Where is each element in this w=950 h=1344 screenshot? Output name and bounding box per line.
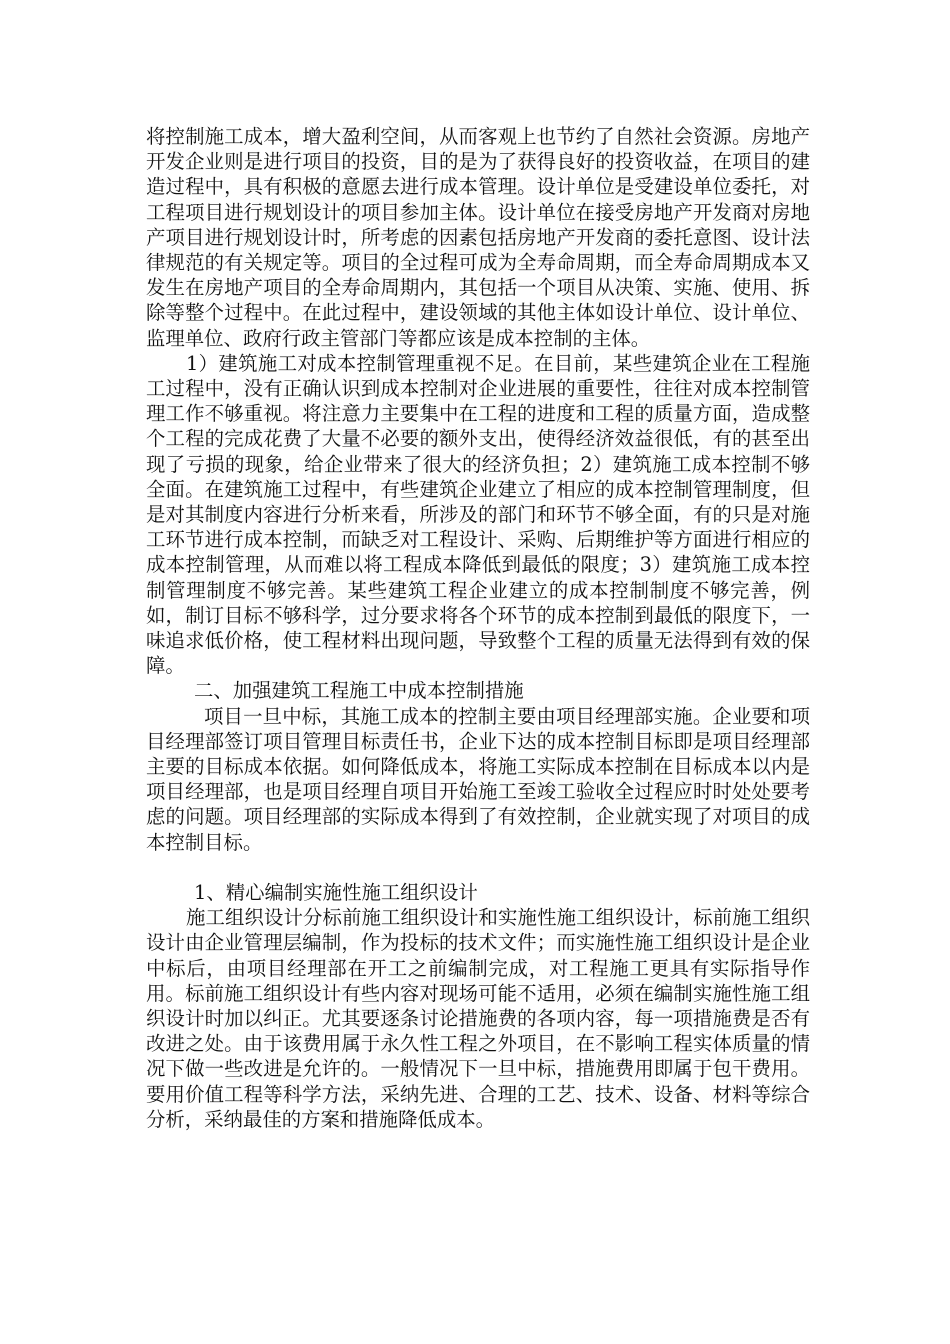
section-heading-measures: 二、加强建筑工程施工中成本控制措施 [194, 679, 524, 703]
subsection-heading-construction-design: 1、精心编制实施性施工组织设计 [194, 880, 478, 904]
document-body [146, 124, 810, 1132]
paragraph-problems: 1）建筑施工对成本控制管理重视不足。在目前，某些建筑企业在工程施工过程中，没有正确认识到成本控制对企业进展的重要性，往往对成本控制管理工作不够重视。将注意力主要集中在工程的进度和工程的质量方面，造成整个工程的完成花费了大量不必要的额外支出，使得经济效益很低，有的甚至出现了亏损的现象，给企业带来了很大的经济负担；2）建筑施工成本控制不够全面。在建筑施工过程中，有些建筑企业建立了相应的成本控制管理制度，但是对其制度内容进行分析来看，所涉及的部门和环节不够全面，有的只是对施工环节进行成本控制，而缺乏对工程设计、采购、后期维护等方面进行相应的成本控制管理，从而难以将工程成本降低到最低的限度；3）建筑施工成本控制管理制度不够完善。某些建筑工程企业建立的成本控制制度不够完善，例如，制订目标不够科学，过分要求将各个环节的成本控制到最低的限度下，一味追求低价格，使工程材料出现问题，导致整个工程的质量无法得到有效的保障。 [146, 351, 810, 678]
paragraph-stakeholders: 将控制施工成本，增大盈利空间，从而客观上也节约了自然社会资源。房地产开发企业则是进行项目的投资，目的是为了获得良好的投资收益，在项目的建造过程中，具有积极的意愿去进行成本管理。设计单位是受建设单位委托，对工程项目进行规划设计的项目参加主体。设计单位在接受房地产开发商对房地产项目进行规划设计时，所考虑的因素包括房地产开发商的委托意图、设计法律规范的有关规定等。项目的全过程可成为全寿命周期，而全寿命周期成本又发生在房地产项目的全寿命周期内，其包括一个项目从决策、实施、使用、拆除等整个过程中。在此过程中，建设领域的其他主体如设计单位、设计单位、监理单位、政府行政主管部门等都应该是成本控制的主体。 [146, 125, 810, 350]
paragraph-project-manager: 项目一旦中标，其施工成本的控制主要由项目经理部实施。企业要和项目经理部签订项目管理目标责任书，企业下达的成本控制目标即是项目经理部主要的目标成本依据。如何降低成本，将施工实际成本控制在目标成本以内是项目经理部，也是项目经理自项目开始施工至竣工验收全过程应时时处处要考虑的问题。项目经理部的实际成本得到了有效控制，企业就实现了对项目的成本控制目标。 [146, 704, 810, 854]
paragraph-spacer [146, 855, 810, 880]
paragraph-construction-design: 施工组织设计分标前施工组织设计和实施性施工组织设计，标前施工组织设计由企业管理层编制，作为投标的技术文件；而实施性施工组织设计是企业中标后，由项目经理部在开工之前编制完成，对工程施工更具有实际指导作用。标前施工组织设计有些内容对现场可能不适用，必须在编制实施性施工组织设计时加以纠正。尤其要逐条讨论措施费的各项内容，每一项措施费是否有改进之处。由于该费用属于永久性工程之外项目，在不影响工程实体质量的情况下做一些改进是允许的。一般情况下一旦中标，措施费用即属于包干费用。要用价值工程等科学方法，采纳先进、合理的工艺、技术、设备、材料等综合分析，采纳最佳的方案和措施降低成本。 [146, 906, 810, 1131]
